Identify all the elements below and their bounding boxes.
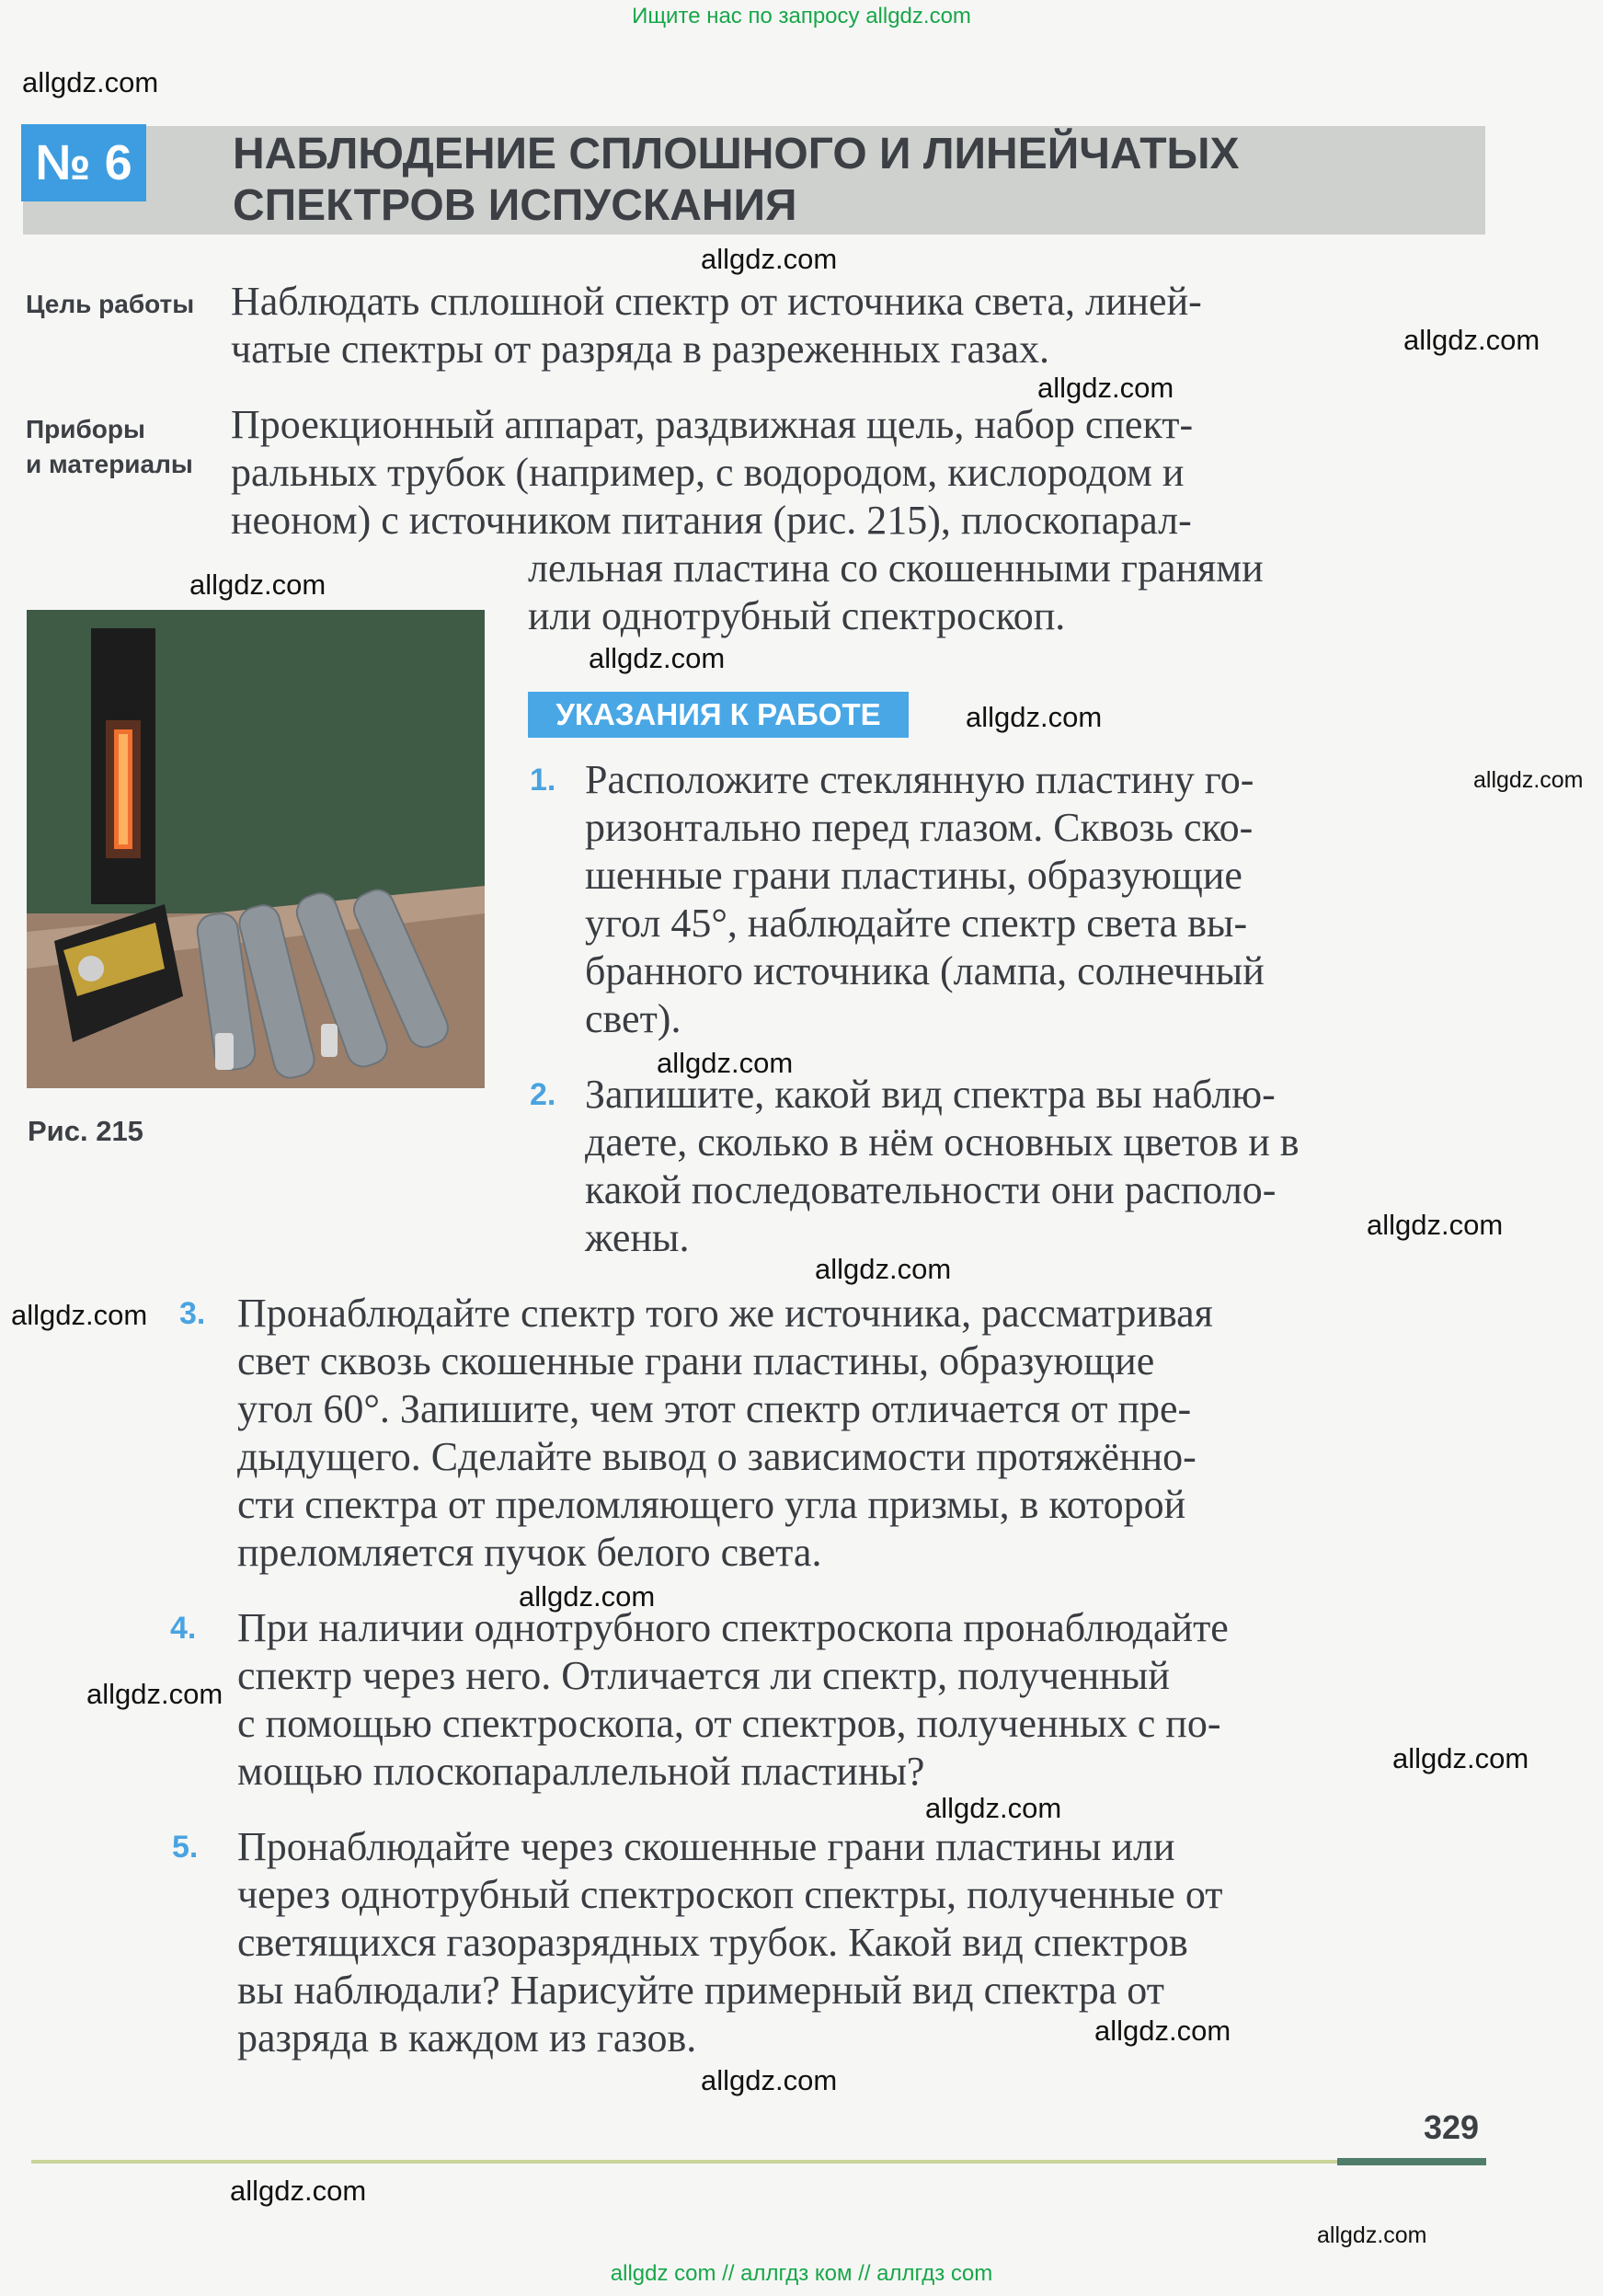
text-line: какой последовательности они располо- [585,1167,1277,1212]
watermark: allgdz.com [1392,1742,1529,1774]
text-line: Проекционный аппарат, раздвижная щель, набор спект- [231,402,1194,447]
watermark: allgdz.com [589,642,726,674]
text-line: угол 60°. Запишите, чем этот спектр отличается от пре- [237,1386,1192,1431]
text-line: При наличии однотрубного спектроскопа пронаблюдайте [237,1605,1229,1650]
text-line: разряда в каждом из газов. [237,2015,697,2061]
text-line: свет). [585,996,681,1041]
equipment-label-line-2: и материалы [26,450,193,478]
step-number: 1. [530,763,556,798]
text-line: бранного источника (лампа, солнечный [585,948,1265,993]
step-5-text [237,1823,1486,2062]
text-line: сти спектра от преломляющего угла призмы, в которой [237,1482,1186,1527]
text-line: Пронаблюдайте спектр того же источника, рассматривая [237,1291,1213,1336]
watermark: allgdz.com [657,1047,794,1079]
watermark: allgdz.com [1367,1209,1504,1241]
step-4-text [237,1604,1486,1796]
title-line-2: СПЕКТРОВ ИСПУСКАНИЯ [233,181,797,230]
watermark: allgdz.com [1037,372,1174,404]
text-line: светящихся газоразрядных трубок. Какой вид спектров [237,1920,1188,1965]
text-line: через однотрубный спектроскоп спектры, полученные от [237,1872,1223,1917]
text-line: чатые спектры от разряда в разреженных газах. [231,327,1049,372]
text-line: даете, сколько в нём основных цветов и в [585,1119,1300,1165]
text-line: неоном) с источником питания (рис. 215), плоскопарал- [231,498,1192,543]
text-line: Запишите, какой вид спектра вы наблю- [585,1072,1276,1117]
text-line: лельная пластина со скошенными гранями [528,545,1264,591]
spectral-tubes-image [27,610,485,1088]
text-line: мощью плоскопараллельной пластины? [237,1749,925,1794]
watermark: allgdz.com [11,1299,148,1331]
watermark: allgdz.com [519,1580,656,1613]
step-number: 3. [179,1296,206,1331]
text-line: ральных трубок (например, с водородом, кислородом и [231,450,1185,495]
step-1-text [585,756,1486,1043]
text-line: свет сквозь скошенные грани пластины, образующие [237,1338,1155,1383]
figure-215-photo [27,610,485,1088]
text-line: Наблюдать сплошной спектр от источника света, линей- [231,279,1202,324]
equipment-label [26,412,193,482]
top-search-banner[interactable]: Ищите нас по запросу allgdz.com [632,4,971,29]
text-line: жены. [585,1215,690,1260]
watermark: allgdz.com [1317,2222,1427,2248]
text-line: Расположите стеклянную пластину го- [585,757,1254,802]
watermark: allgdz.com [701,2064,838,2096]
text-line: дыдущего. Сделайте вывод о зависимости протяжённо- [237,1434,1197,1479]
equipment-text-continued [528,545,1486,640]
watermark: allgdz.com [230,2175,367,2207]
watermark: allgdz.com [1094,2015,1231,2047]
watermark: allgdz.com [925,1792,1062,1824]
step-number: 4. [170,1611,197,1646]
text-line: шенные грани пластины, образующие [585,853,1242,898]
watermark: allgdz.com [1473,767,1584,793]
text-line: с помощью спектроскопа, от спектров, полученных с по- [237,1701,1221,1746]
step-3-text [237,1290,1486,1577]
work-number-badge: № 6 [21,124,146,201]
watermark: allgdz.com [189,568,326,601]
bottom-site-banner[interactable]: allgdz com // аллгдз ком // аллгдз com [610,2261,993,2286]
watermark: allgdz.com [86,1678,223,1710]
watermark: allgdz.com [22,66,159,98]
text-line: вы наблюдали? Нарисуйте примерный вид спектра от [237,1968,1164,2013]
watermark: allgdz.com [815,1253,952,1285]
goal-label: Цель работы [26,290,195,318]
goal-text [231,278,1486,373]
watermark: allgdz.com [966,701,1103,733]
title-line-1: НАБЛЮДЕНИЕ СПЛОШНОГО И ЛИНЕЙЧАТЫХ [233,130,1240,178]
step-number: 2. [530,1077,556,1112]
footer-rule [31,2158,1486,2165]
page-number: 329 [1424,2108,1480,2146]
page-title [233,129,1240,232]
section-heading: УКАЗАНИЯ К РАБОТЕ [528,692,909,738]
watermark: allgdz.com [1403,324,1540,356]
text-line: преломляется пучок белого света. [237,1530,822,1575]
equipment-text [231,401,1486,545]
step-number: 5. [172,1830,199,1865]
step-2-text [585,1071,1486,1262]
text-line: или однотрубный спектроскоп. [528,593,1066,638]
equipment-label-line-1: Приборы [26,415,145,443]
text-line: Пронаблюдайте через скошенные грани пластины или [237,1824,1175,1869]
text-line: ризонтально перед глазом. Сквозь ско- [585,805,1254,850]
watermark: allgdz.com [701,243,838,275]
text-line: угол 45°, наблюдайте спектр света вы- [585,901,1248,946]
figure-caption: Рис. 215 [28,1115,143,1147]
text-line: спектр через него. Отличается ли спектр, полученный [237,1653,1170,1698]
